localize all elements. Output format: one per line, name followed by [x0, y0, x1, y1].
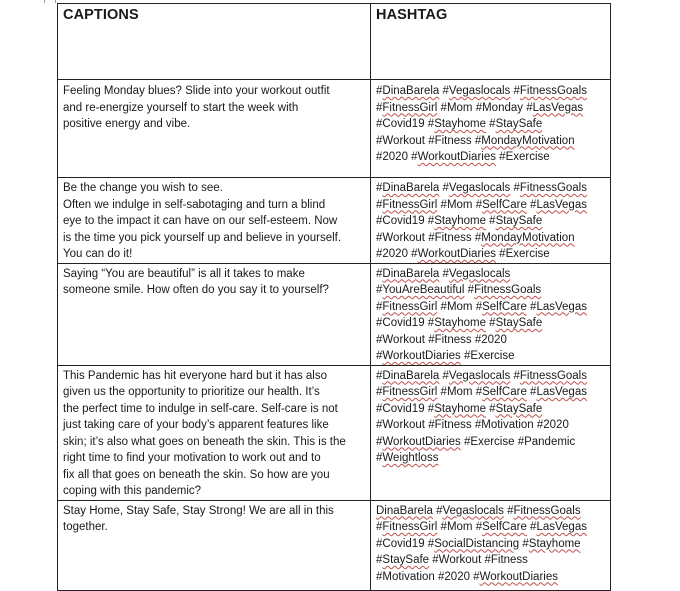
spellcheck-underline: Vegaslocals — [448, 369, 511, 382]
caption-text-line: the perfect time to indulge in self-care. Self-care is not — [63, 402, 338, 415]
spellcheck-underline: DinaBarela — [382, 369, 440, 382]
hashtag-text-line: #FitnessGirl #Mom #SelfCare #LasVegas — [376, 300, 587, 313]
spellcheck-underline: DinaBarela — [382, 85, 440, 97]
caption-text-line: coping with this pandemic? — [63, 485, 202, 497]
hashtag-text-line: DinaBarela #Vegaslocals #FitnessGoals — [376, 504, 581, 517]
spellcheck-underline: FitnessGoals — [474, 284, 542, 296]
table-row — [58, 80, 611, 178]
hashtag-text-line: #DinaBarela #Vegaslocals #FitnessGoals — [376, 182, 587, 194]
spellcheck-underline: Vegaslocals — [442, 504, 504, 517]
caption-text-line: Saying “You are beautiful” is all it takes to make — [63, 267, 305, 280]
spellcheck-underline: Vegaslocals — [448, 267, 511, 280]
hashtag-cell[interactable] — [371, 365, 611, 500]
hashtag-text-line: #Covid19 #Stayhome #StaySafe — [376, 118, 543, 130]
hashtag-header: HASHTAG — [371, 4, 611, 80]
spellcheck-underline: Stayhome — [434, 317, 486, 329]
table-row — [58, 365, 611, 500]
hashtag-text-line: #WorkoutDiaries #Exercise — [376, 350, 515, 362]
hashtag-text-line: #Motivation #2020 #WorkoutDiaries — [376, 570, 558, 583]
spellcheck-underline: StaySafe — [495, 215, 543, 227]
table-move-handle[interactable] — [44, 0, 56, 3]
header-row — [58, 4, 611, 80]
caption-text-line: just taking care of your body’s apparent features like — [63, 419, 329, 431]
hashtag-cell[interactable] — [371, 500, 611, 590]
table-row — [58, 178, 611, 264]
spellcheck-underline: LasVegas — [536, 521, 587, 533]
spellcheck-underline: FitnessGoals — [519, 182, 587, 194]
spellcheck-underline: LasVegas — [536, 300, 587, 313]
hashtag-text-line: #YouAreBeautiful #FitnessGoals — [376, 284, 542, 296]
spellcheck-underline: MondayMotivation — [481, 231, 575, 244]
caption-text-line: skin; it’s also what goes on beneath the skin. This is the — [63, 435, 346, 448]
hashtag-text-line: #Workout #Fitness #MondayMotivation — [376, 134, 575, 147]
table-row — [58, 263, 611, 365]
hashtag-text-line: #FitnessGirl #Mom #SelfCare #LasVegas — [376, 386, 587, 398]
spellcheck-underline: FitnessGoals — [519, 85, 587, 97]
spellcheck-underline: FitnessGirl — [382, 300, 438, 313]
spellcheck-underline: StaySafe — [495, 402, 543, 415]
spellcheck-underline: WorkoutDiaries — [479, 570, 558, 583]
spellcheck-underline: WorkoutDiaries — [417, 151, 496, 163]
hashtag-text-line: #FitnessGirl #Mom #Monday #LasVegas — [376, 101, 584, 114]
caption-text-line: Often we indulge in self-sabotaging and turn a blind — [63, 198, 326, 211]
spellcheck-underline: YouAreBeautiful — [382, 284, 465, 296]
caption-text-line: Feeling Monday blues? Slide into your workout outfit — [63, 85, 330, 97]
hashtag-text-line: #Covid19 #SocialDistancing #Stayhome — [376, 537, 581, 550]
caption-text-line: positive energy and vibe. — [63, 118, 191, 130]
captions-header: CAPTIONS — [58, 4, 371, 80]
hashtag-text-line: #Covid19 #Stayhome #StaySafe — [376, 402, 543, 415]
hashtag-text-line: #DinaBarela #Vegaslocals #FitnessGoals — [376, 369, 587, 382]
hashtag-text-line: #2020 #WorkoutDiaries #Exercise — [376, 248, 550, 260]
caption-text-line: Be the change you wish to see. — [63, 182, 223, 194]
caption-text-line: and re-energize yourself to start the week with — [63, 101, 299, 114]
hashtag-text-line: #Covid19 #Stayhome #StaySafe — [376, 215, 543, 227]
hashtag-text-line: #2020 #WorkoutDiaries #Exercise — [376, 151, 550, 163]
caption-text-line: right time to find your motivation to work out and to — [63, 452, 321, 464]
spellcheck-underline: LasVegas — [532, 101, 584, 114]
spellcheck-underline: WorkoutDiaries — [382, 350, 461, 362]
table-row — [58, 500, 611, 590]
spellcheck-underline: FitnessGirl — [382, 198, 438, 211]
hashtag-text-line: #Workout #Fitness #MondayMotivation — [376, 231, 575, 244]
caption-text-line: You can do it! — [63, 248, 133, 260]
caption-text-line: is the time you pick yourself up and believe in yourself. — [63, 231, 342, 244]
caption-cell[interactable] — [58, 263, 371, 365]
hashtag-text-line: #Workout #Fitness #Motivation #2020 — [376, 419, 569, 431]
hashtag-text-line: #WorkoutDiaries #Exercise #Pandemic — [376, 435, 576, 448]
hashtag-text-line: #Weightloss — [376, 452, 439, 464]
spellcheck-underline: WorkoutDiaries — [382, 435, 461, 448]
spellcheck-underline: LasVegas — [536, 198, 587, 211]
spellcheck-underline: FitnessGoals — [513, 504, 581, 517]
spellcheck-underline: DinaBarela — [382, 182, 440, 194]
hashtag-text-line: #DinaBarela #Vegaslocals — [376, 267, 511, 280]
caption-text-line: together. — [63, 521, 108, 533]
spellcheck-underline: MondayMotivation — [481, 134, 575, 147]
caption-cell[interactable] — [58, 178, 371, 264]
spellcheck-underline: LasVegas — [536, 386, 587, 398]
caption-text-line: eye to the impact it can have on our self-esteem. Now — [63, 215, 338, 227]
caption-text-line: Stay Home, Stay Safe, Stay Strong! We are all in this — [63, 504, 334, 517]
spellcheck-underline: FitnessGirl — [382, 386, 438, 398]
hashtag-text-line: #Covid19 #Stayhome #StaySafe — [376, 317, 543, 329]
spellcheck-underline: FitnessGirl — [382, 521, 438, 533]
spellcheck-underline: FitnessGirl — [382, 101, 438, 114]
table-body — [58, 80, 611, 591]
caption-cell[interactable] — [58, 365, 371, 500]
hashtag-text-line: #Workout #Fitness #2020 — [376, 333, 507, 346]
caption-text-line: This Pandemic has hit everyone hard but it has also — [63, 369, 328, 382]
hashtag-cell[interactable] — [371, 80, 611, 178]
spellcheck-underline: SelfCare — [482, 198, 527, 211]
caption-text-line: given us the opportunity to prioritize our health. It’s — [63, 386, 320, 398]
spellcheck-underline: Vegaslocals — [448, 85, 511, 97]
hashtag-text-line: #StaySafe #Workout #Fitness — [376, 554, 528, 566]
hashtag-cell[interactable] — [371, 178, 611, 264]
hashtag-text-line: #DinaBarela #Vegaslocals #FitnessGoals — [376, 85, 587, 97]
hashtag-cell[interactable] — [371, 263, 611, 365]
spellcheck-underline: DinaBarela — [376, 504, 433, 517]
spellcheck-underline: Stayhome — [528, 537, 581, 550]
captions-hashtag-table — [57, 3, 611, 591]
spellcheck-underline: Stayhome — [434, 118, 486, 130]
spellcheck-underline: SocialDistancing — [434, 537, 520, 550]
spellcheck-underline: StaySafe — [382, 554, 430, 566]
spellcheck-underline: StaySafe — [495, 118, 543, 130]
spellcheck-underline: WorkoutDiaries — [417, 248, 496, 260]
spellcheck-underline: Weightloss — [382, 452, 439, 464]
caption-cell[interactable] — [58, 80, 371, 178]
hashtag-text-line: #FitnessGirl #Mom #SelfCare #LasVegas — [376, 521, 587, 533]
hashtag-text-line: #FitnessGirl #Mom #SelfCare #LasVegas — [376, 198, 587, 211]
caption-text-line: someone smile. How often do you say it to yourself? — [63, 284, 329, 296]
spellcheck-underline: Stayhome — [434, 215, 486, 227]
spellcheck-underline: StaySafe — [495, 317, 543, 329]
spellcheck-underline: DinaBarela — [382, 267, 440, 280]
spellcheck-underline: FitnessGoals — [519, 369, 587, 382]
spellcheck-underline: SelfCare — [482, 300, 527, 313]
spellcheck-underline: SelfCare — [482, 521, 527, 533]
spellcheck-underline: Stayhome — [434, 402, 486, 415]
spellcheck-underline: SelfCare — [482, 386, 527, 398]
caption-text-line: fix all that goes on beneath the skin. So how are you — [63, 468, 330, 481]
spellcheck-underline: Vegaslocals — [448, 182, 511, 194]
caption-cell[interactable] — [58, 500, 371, 590]
